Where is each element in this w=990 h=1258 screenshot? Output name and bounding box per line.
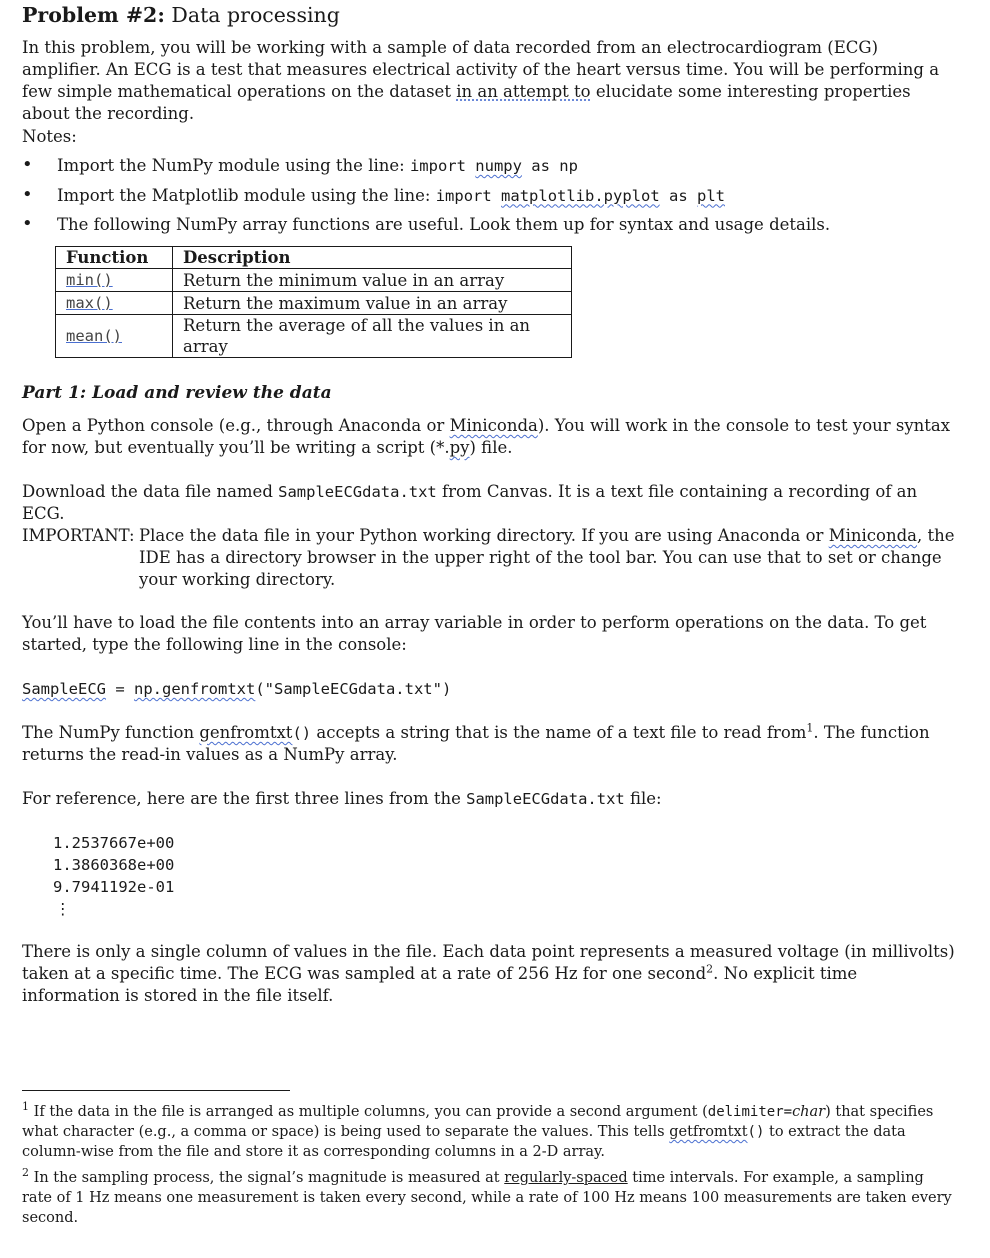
function-name: max() <box>66 294 113 312</box>
data-sample <box>53 832 174 920</box>
function-name: min() <box>66 271 113 289</box>
table-header-row <box>56 247 572 269</box>
list-item: • Import the Matplotlib module using the line: import matplotlib.pyplot as plt <box>22 183 725 205</box>
marked-phrase: in an attempt to <box>456 82 591 101</box>
footnote-1: $^1$ If the data in the file is arranged as multiple columns, you can provide a second argument (delimiter=char) that specifies what character (e.g., a comma or space) is being used to separate the values. This tells getfromtxt() to extract the data column-wise from the file and store it as corresponding columns in a 2-D array. <box>22 1100 934 1160</box>
table-row <box>56 292 572 315</box>
bullet-icon: • <box>22 154 33 175</box>
footnote-divider <box>22 1090 290 1091</box>
list-item: • Import the NumPy module using the line: import numpy as np <box>22 154 578 175</box>
intro-paragraph: In this problem, you will be working with a sample of data recorded from an electrocardiogram (ECG) amplifier. An ECG is a test that measures electrical activity of the heart versus time. You will be performing a few simple mathematical operations on the dataset in an attempt to elucidate some interesting properties about the recording. <box>22 38 940 123</box>
bullet-icon: • <box>22 183 33 205</box>
ellipsis: ⋮ <box>55 900 71 918</box>
paragraph-load: You’ll have to load the file contents into an array variable in order to perform operations on the data. To get started, type the following line in the console: <box>22 613 927 654</box>
bullet-icon: • <box>22 213 33 234</box>
function-name: mean() <box>66 327 122 345</box>
data-line: 1.2537667e+00 <box>53 834 175 852</box>
important-label: IMPORTANT: <box>22 526 135 545</box>
functions-table <box>55 246 572 358</box>
paragraph-download: Download the data file named SampleECGdata.txt from Canvas. It is a text file containing a recording of an ECG. <box>22 482 918 523</box>
paragraph-sampling: There is only a single column of values in the file. Each data point represents a measured voltage (in millivolts) taken at a specific time. The ECG was sampled at a rate of 256 Hz for one second$^2$. No explicit time information is stored in the file itself. <box>22 942 955 1005</box>
paragraph-reference: For reference, here are the first three lines from the SampleECGdata.txt file: <box>22 789 662 808</box>
notes-label: Notes: <box>22 127 77 146</box>
function-description: Return the average of all the values in an array <box>173 315 572 358</box>
code-line: SampleECG = np.genfromtxt("SampleECGdata.txt") <box>22 680 452 698</box>
table-header: Function <box>56 247 173 269</box>
table-row <box>56 269 572 292</box>
data-line: 1.3860368e+00 <box>53 856 175 874</box>
paragraph-genfromtxt: The NumPy function genfromtxt() accepts a string that is the name of a text file to read from$^1$. The function returns the read-in values as a NumPy array. <box>22 721 930 764</box>
problem-title: Problem #2: Data processing <box>22 3 340 27</box>
table-row <box>56 315 572 358</box>
table-header: Description <box>173 247 572 269</box>
paragraph-console: Open a Python console (e.g., through Anaconda or Miniconda). You will work in the console to test your syntax for now, but eventually you’ll be writing a script (*.py) file. <box>22 416 951 457</box>
list-item: • The following NumPy array functions are useful. Look them up for syntax and usage details. <box>22 213 831 234</box>
function-description: Return the maximum value in an array <box>173 292 572 315</box>
footnote-2: $^2$ In the sampling process, the signal’s magnitude is measured at regularly-spaced time intervals. For example, a sampling rate of 1 Hz means one measurement is taken every second, while a rate of 100 Hz means 100 measurements are taken every second. <box>22 1166 952 1226</box>
section-heading: Part 1: Load and review the data <box>22 383 332 403</box>
function-description: Return the minimum value in an array <box>173 269 572 292</box>
data-line: 9.7941192e-01 <box>53 878 175 896</box>
notes-list <box>22 155 957 244</box>
